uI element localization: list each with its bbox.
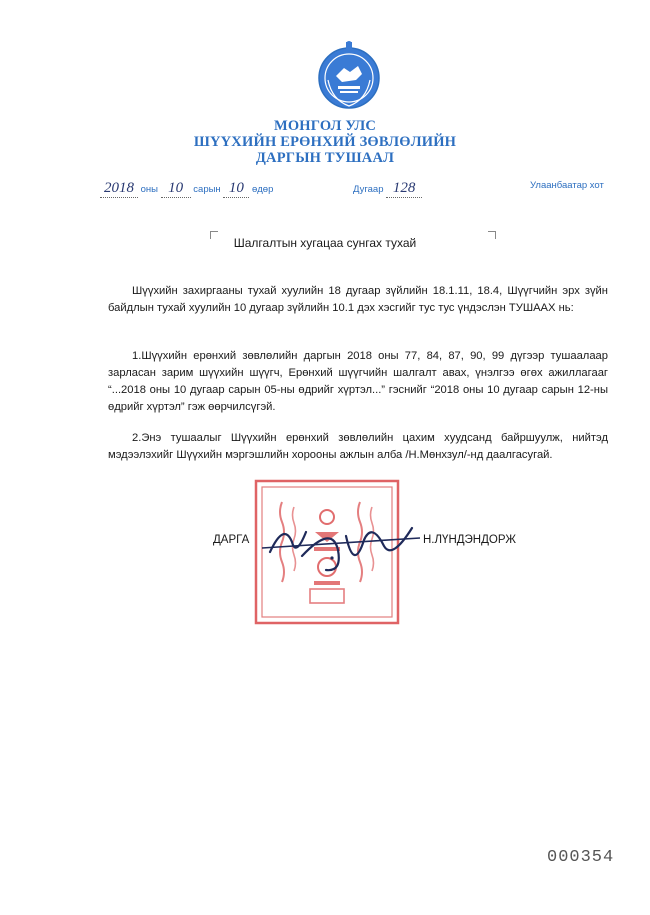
- state-emblem-icon: [318, 40, 380, 112]
- date-year: 2018: [100, 180, 138, 198]
- body-paragraph-3: 2.Энэ тушаалыг Шүүхийн ерөнхий зөвлөлийн цахим хуудсанд байршуулж, нийтэд мэдээлэхийг Шүүхийн мэргэшлийн хорооны ажлын алба /Н.Мөнхзул/-нд даалгасугай.: [108, 432, 608, 461]
- signer-name: Н.ЛҮНДЭНДОРЖ: [423, 534, 516, 546]
- document-serial-number: 000354: [547, 848, 615, 867]
- number-value: 128: [386, 180, 422, 198]
- order-date: [100, 180, 273, 198]
- date-month: 10: [161, 180, 191, 198]
- body-paragraph-1: Шүүхийн захиргааны тухай хуулийн 18 дугаар зүйлийн 18.1.11, 18.4, Шүүгчийн эрх зүйн байдлын тухай хуулийн 10 дугаар зүйлийн 10.1 дэх хэсгийг тус тус үндэслэн ТУШААХ нь:: [108, 285, 608, 314]
- date-month-suffix: сарын: [193, 184, 221, 195]
- city-label: Улаанбаатар хот: [530, 180, 604, 191]
- country-title: МОНГОЛ УЛС: [273, 118, 377, 134]
- order-number: [353, 180, 422, 198]
- date-day: 10: [223, 180, 249, 198]
- body-paragraph-2: 1.Шүүхийн ерөнхий зөвлөлийн даргын 2018 оны 77, 84, 87, 90, 99 дүгээр тушаалаар зарласан зарим шүүхийн шүүгч, Ерөнхий шүүгчийн шалгалт авах, үнэлгээ өгөх ажиллагааг “...2018 оны 10 дугаар сарын 05-ны өдрийг хүртэл...” гэснийг “2018 оны 10 дугаар сарын 12-ны өдрийг хүртэл” гэж өөрчилсүгэй.: [108, 350, 608, 413]
- order-title: ДАРГЫН ТУШААЛ: [255, 150, 395, 166]
- signer-role: ДАРГА: [213, 534, 250, 546]
- date-year-suffix: оны: [140, 184, 158, 195]
- council-title: ШҮҮХИЙН ЕРӨНХИЙ ЗӨВЛӨЛИЙН: [193, 134, 457, 150]
- date-day-suffix: өдөр: [251, 184, 274, 195]
- order-subject: Шалгалтын хугацаа сунгах тухай: [233, 236, 417, 250]
- number-label: Дугаар: [353, 184, 384, 195]
- handwritten-signature: [262, 512, 422, 582]
